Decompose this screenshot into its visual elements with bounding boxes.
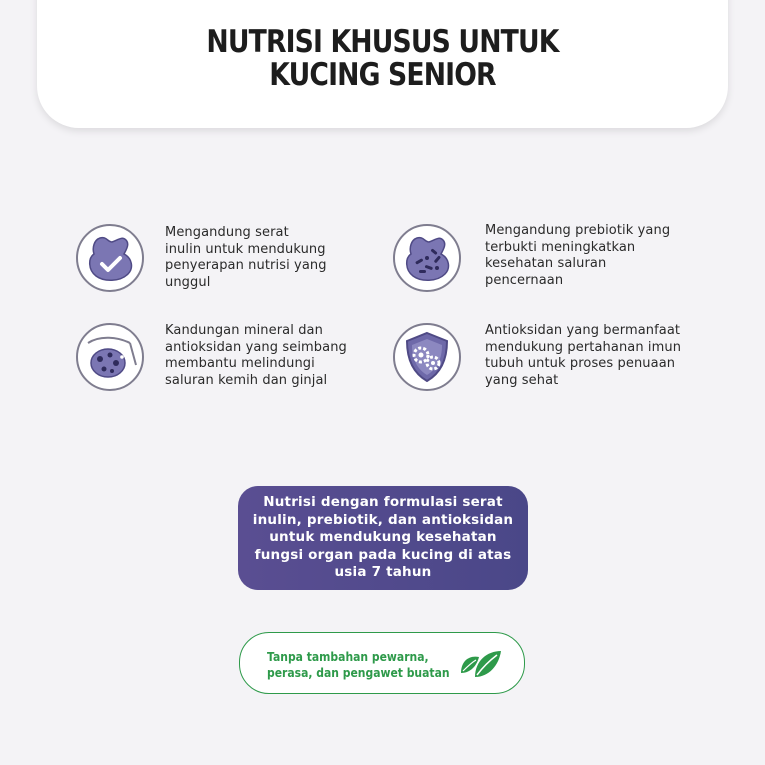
stomach-check-icon (76, 224, 144, 292)
feature-text: Antioksidan yang bermanfaat mendukung pertahanan imun tubuh untuk proses penuaan yang sehat (485, 323, 682, 388)
page-title (85, 26, 679, 92)
title-line-2: KUCING SENIOR (269, 57, 496, 93)
feature-text: Kandungan mineral dan antioksidan yang seimbang membantu melindungi saluran kemih dan ginjal (165, 323, 347, 388)
feature-text: Mengandung serat inulin untuk mendukung penyerapan nutrisi yang unggul (165, 225, 327, 290)
shield-gears-icon (393, 323, 461, 391)
feature-text: Mengandung prebiotik yang terbukti meningkatkan kesehatan saluran pencernaan (485, 223, 671, 288)
stomach-prebiotic-icon (393, 224, 461, 292)
bladder-minerals-icon (76, 323, 144, 391)
callout-box (238, 486, 528, 590)
claim-text: Tanpa tambahan pewarna, perasa, dan pengawet buatan (267, 650, 450, 680)
leaf-icon (457, 647, 503, 681)
callout-text: Nutrisi dengan formulasi serat inulin, prebiotik, dan antioksidan untuk mendukung kesehatan fungsi organ pada kucing di atas usia 7 tahun (252, 494, 514, 581)
title-line-1: NUTRISI KHUSUS UNTUK (206, 24, 559, 60)
claim-badge (239, 632, 525, 694)
